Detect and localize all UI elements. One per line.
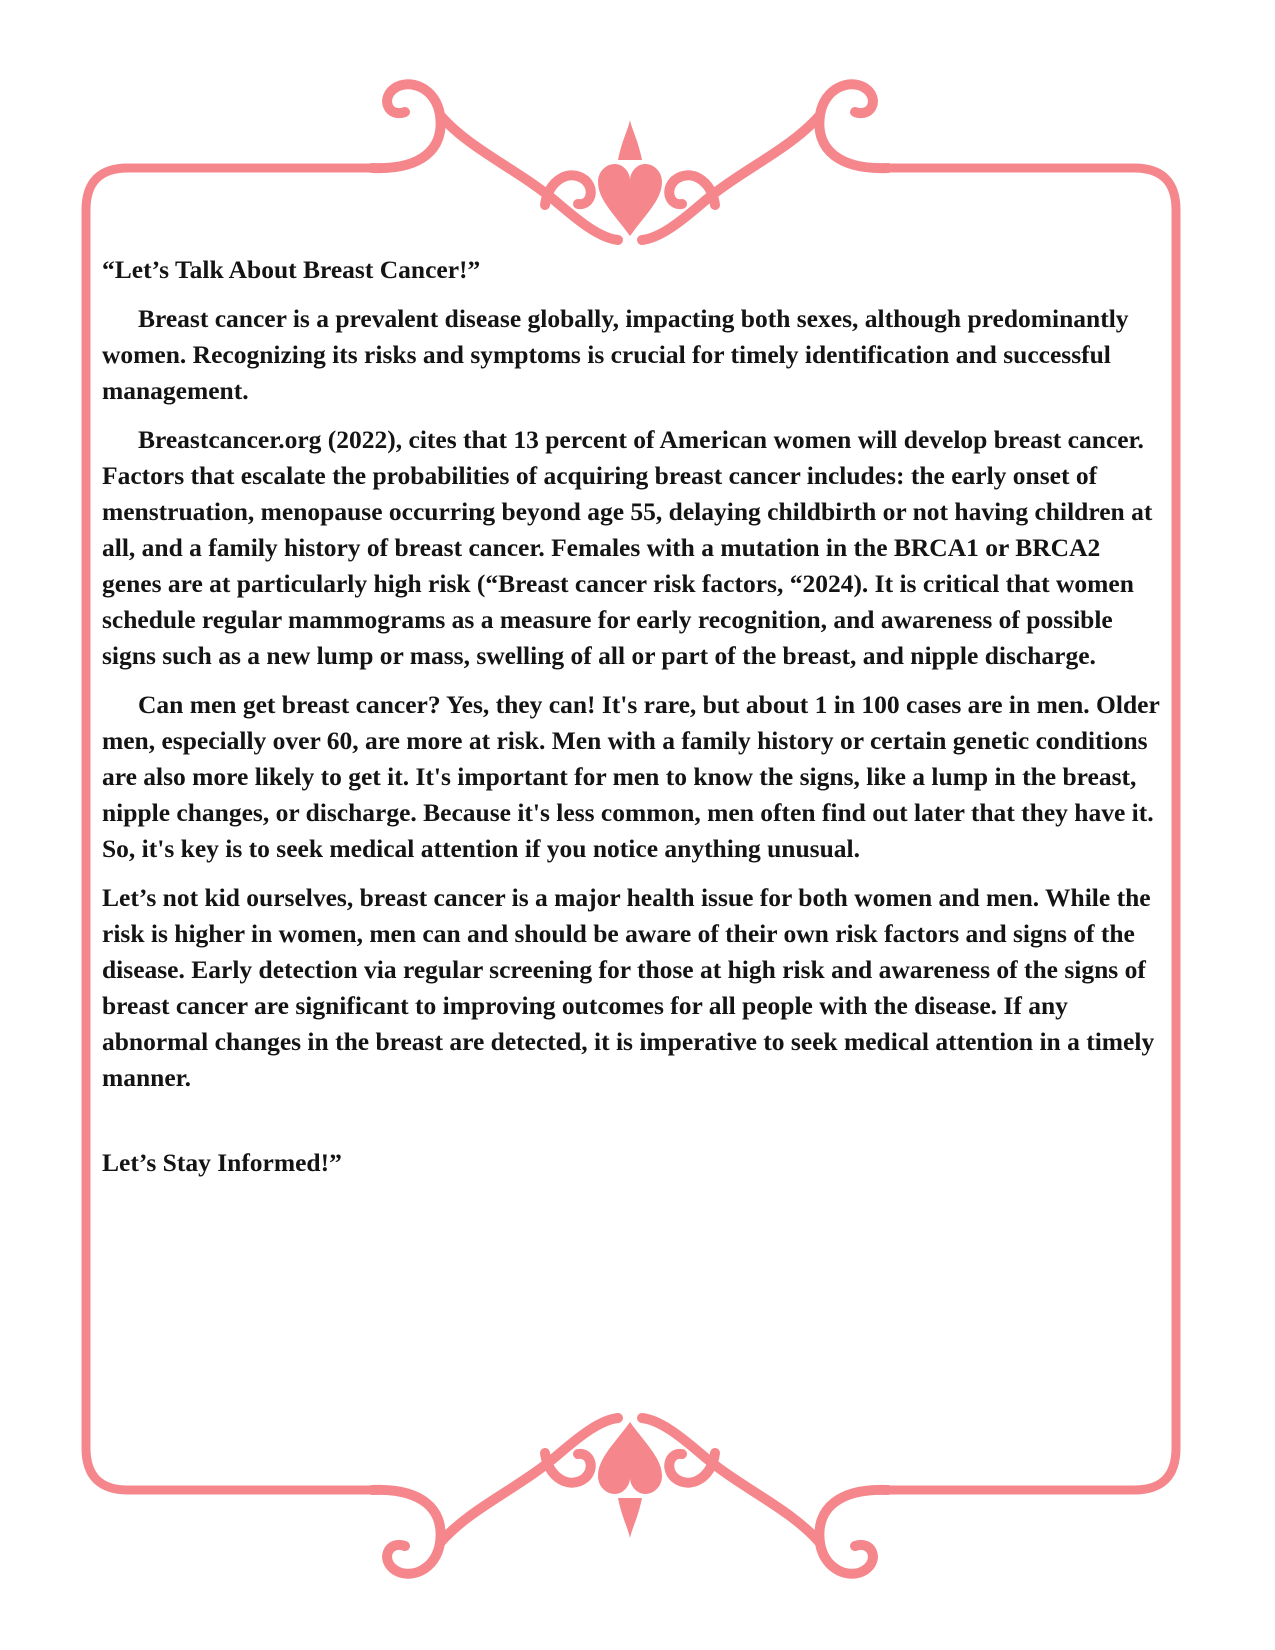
bottom-heart-icon xyxy=(598,1422,662,1538)
article-body xyxy=(102,252,1162,1181)
top-heart-icon xyxy=(598,120,662,236)
article-closing: Let’s Stay Informed!” xyxy=(102,1148,342,1177)
article-paragraph-women-risk: Breastcancer.org (2022), cites that 13 percent of American women will develop breast cancer. Factors that escalate the probabilities of acquiring breast cancer includes: the early onset of menstruation, menopause occurring beyond age 55, delaying childbirth or not having children at all, and a family history of breast cancer. Females with a mutation in the BRCA1 or BRCA2 genes are at particularly high risk (“Breast cancer risk factors, “2024). It is critical that women schedule regular mammograms as a measure for early recognition, and awareness of possible signs such as a new lump or mass, swelling of all or part of the breast, and nipple discharge. xyxy=(102,425,1153,670)
article-paragraph-conclusion: Let’s not kid ourselves, breast cancer is a major health issue for both women and men. While the risk is higher in women, men can and should be aware of their own risk factors and signs of the disease. Early detection via regular screening for those at high risk and awareness of the signs of breast cancer are significant to improving outcomes for all people with the disease. If any abnormal changes in the breast are detected, it is imperative to seek medical attention in a timely manner. xyxy=(102,883,1155,1092)
article-paragraph-men-risk: Can men get breast cancer? Yes, they can! It's rare, but about 1 in 100 cases are in men. Older men, especially over 60, are more at risk. Men with a family history or certain genetic conditions are also more likely to get it. It's important for men to know the signs, like a lump in the breast, nipple changes, or discharge. Because it's less common, men often find out later that they have it. So, it's key is to seek medical attention if you notice anything unusual. xyxy=(102,690,1160,863)
article-paragraph-intro: Breast cancer is a prevalent disease globally, impacting both sexes, although predominantly women. Recognizing its risks and symptoms is crucial for timely identification and successful management. xyxy=(102,304,1129,405)
article-title: “Let’s Talk About Breast Cancer!” xyxy=(102,255,481,284)
